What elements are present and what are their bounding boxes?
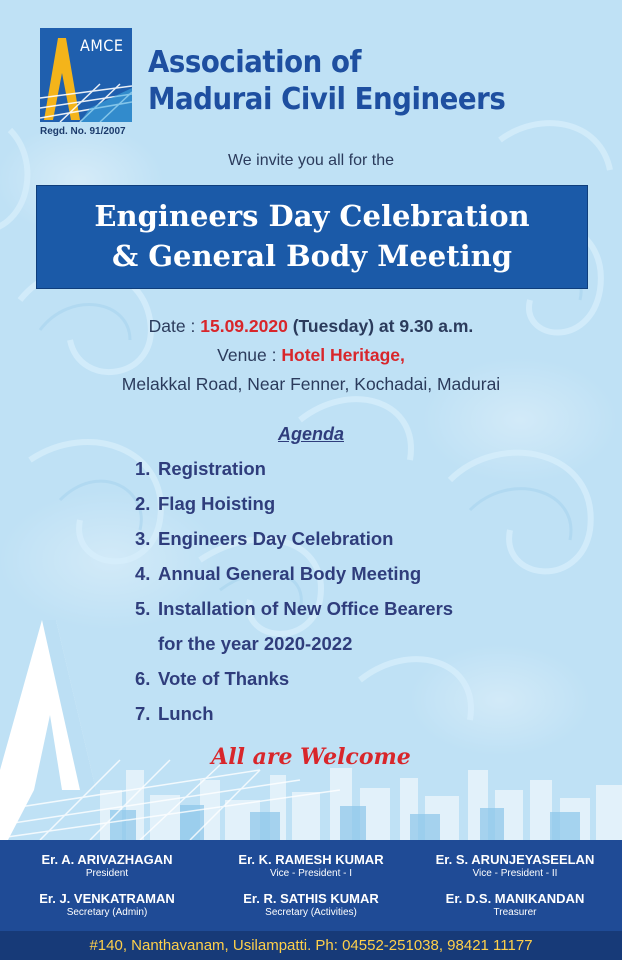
office-bearer-name: Er. J. VENKATRAMAN <box>39 891 175 906</box>
organization-name <box>148 44 505 118</box>
office-bearer <box>208 852 414 880</box>
office-bearer-name: Er. S. ARUNJEYASEELAN <box>435 852 595 867</box>
event-venue-line <box>0 345 622 366</box>
event-date-line <box>0 316 622 337</box>
office-bearer-name: Er. R. SATHIS KUMAR <box>243 891 379 906</box>
city-skyline-illustration <box>0 620 622 840</box>
welcome-message: All are Welcome <box>211 744 411 770</box>
office-bearer-name: Er. D.S. MANIKANDAN <box>445 891 585 906</box>
registration-number: Regd. No. 91/2007 <box>40 126 126 137</box>
office-bearer <box>412 852 618 880</box>
office-bearer <box>4 891 210 919</box>
organization-name-line1: Association of <box>148 45 362 80</box>
office-bearers-panel <box>0 840 622 931</box>
event-day-time: (Tuesday) at 9.30 a.m. <box>292 316 474 336</box>
venue-label: Venue : <box>217 345 277 365</box>
office-bearer-role: Treasurer <box>493 907 537 918</box>
office-bearer-role: President <box>85 868 129 879</box>
invite-text: We invite you all for the <box>227 152 394 169</box>
office-bearer-role: Secretary (Admin) <box>66 907 148 918</box>
event-title-line1: Engineers Day Celebration <box>94 199 530 233</box>
date-label: Date : <box>148 316 196 336</box>
event-address: Melakkal Road, Near Fenner, Kochadai, Madurai <box>121 374 501 394</box>
contact-address: #140, Nanthavanam, Usilampatti. Ph: 04552-251038, 98421 11177 <box>0 931 622 960</box>
office-bearer <box>208 891 414 919</box>
office-bearer-role: Vice - President - I <box>269 868 353 879</box>
office-bearer <box>4 852 210 880</box>
event-title-line2: & General Body Meeting <box>111 239 513 273</box>
logo-text: AMCE <box>80 36 124 55</box>
event-venue: Hotel Heritage, <box>281 345 405 365</box>
office-bearer-name: Er. A. ARIVAZHAGAN <box>41 852 173 867</box>
office-bearer-role: Secretary (Activities) <box>265 907 357 918</box>
office-bearer <box>412 891 618 919</box>
event-title-banner <box>36 185 588 289</box>
event-date: 15.09.2020 <box>200 316 288 336</box>
organization-name-line2: Madurai Civil Engineers <box>148 82 506 117</box>
office-bearer-name: Er. K. RAMESH KUMAR <box>238 852 384 867</box>
office-bearer-role: Vice - President - II <box>472 868 558 879</box>
amce-logo-icon <box>40 28 132 122</box>
agenda-title: Agenda <box>277 424 344 444</box>
